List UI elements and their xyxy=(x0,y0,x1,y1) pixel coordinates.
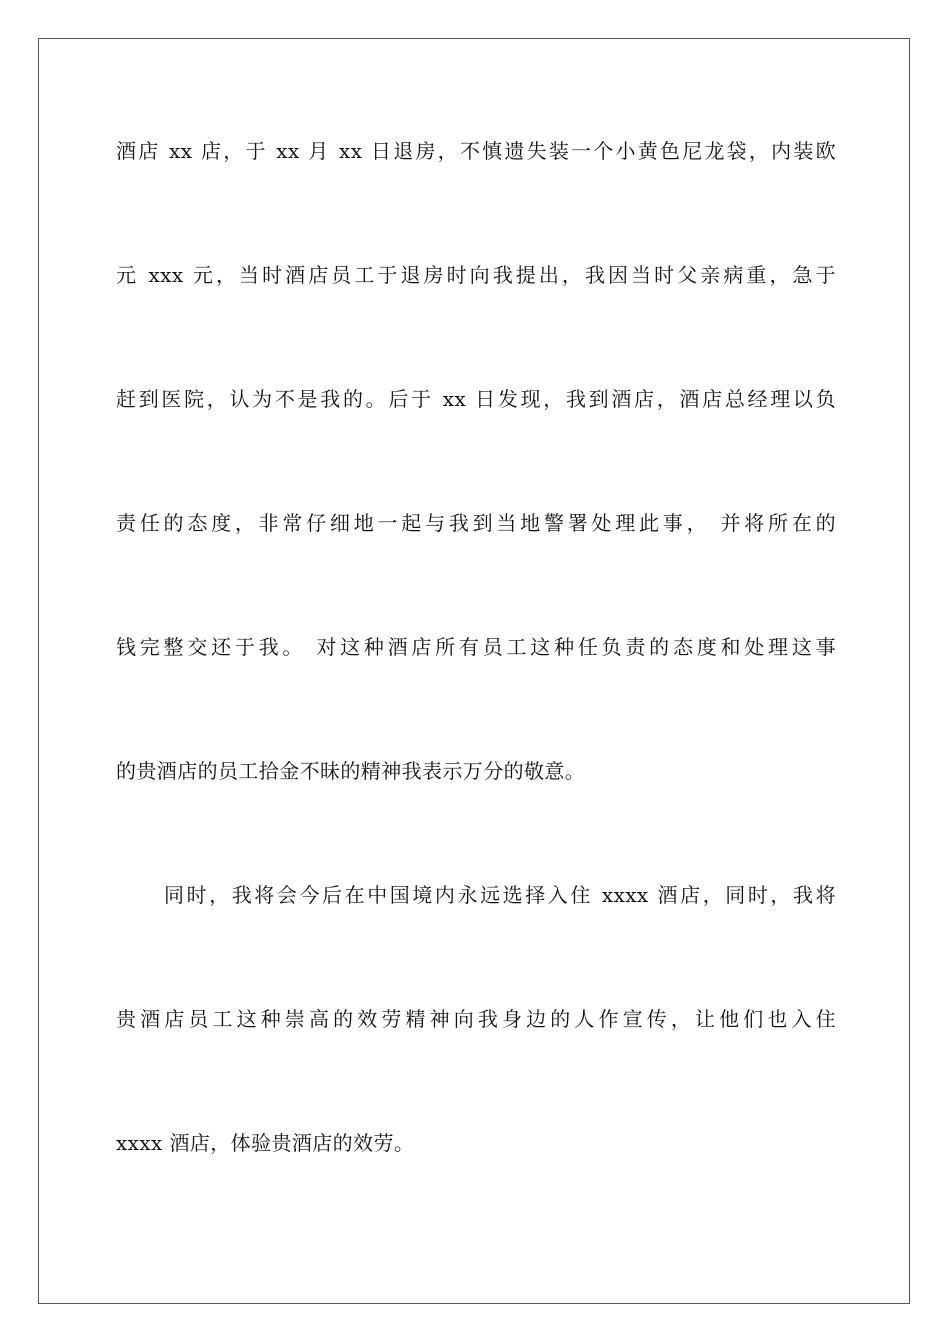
paragraph-line: 钱完整交还于我。 对这种酒店所有员工这种任负责的态度和处理这事 xyxy=(116,635,836,659)
paragraph-line: 责任的态度，非常仔细地一起与我到当地警署处理此事， 并将所在的 xyxy=(116,511,836,535)
paragraph-line: 的贵酒店的员工拾金不昧的精神我表示万分的敬意。 xyxy=(116,759,586,783)
paragraph-line: 元 xxx 元，当时酒店员工于退房时向我提出，我因当时父亲病重，急于 xyxy=(116,263,836,287)
paragraph-line: 赶到医院，认为不是我的。后于 xx 日发现，我到酒店，酒店总经理以负 xyxy=(116,387,836,411)
paragraph-line: xxxx 酒店，体验贵酒店的效劳。 xyxy=(116,1131,415,1155)
page-border xyxy=(38,38,910,1304)
paragraph-line: 同时，我将会今后在中国境内永远选择入住 xxxx 酒店，同时，我将 xyxy=(164,883,836,907)
paragraph-line: 贵酒店员工这种崇高的效劳精神向我身边的人作宣传，让他们也入住 xyxy=(116,1007,836,1031)
paragraph-line: 酒店 xx 店，于 xx 月 xx 日退房，不慎遗失装一个小黄色尼龙袋，内装欧 xyxy=(116,139,836,163)
